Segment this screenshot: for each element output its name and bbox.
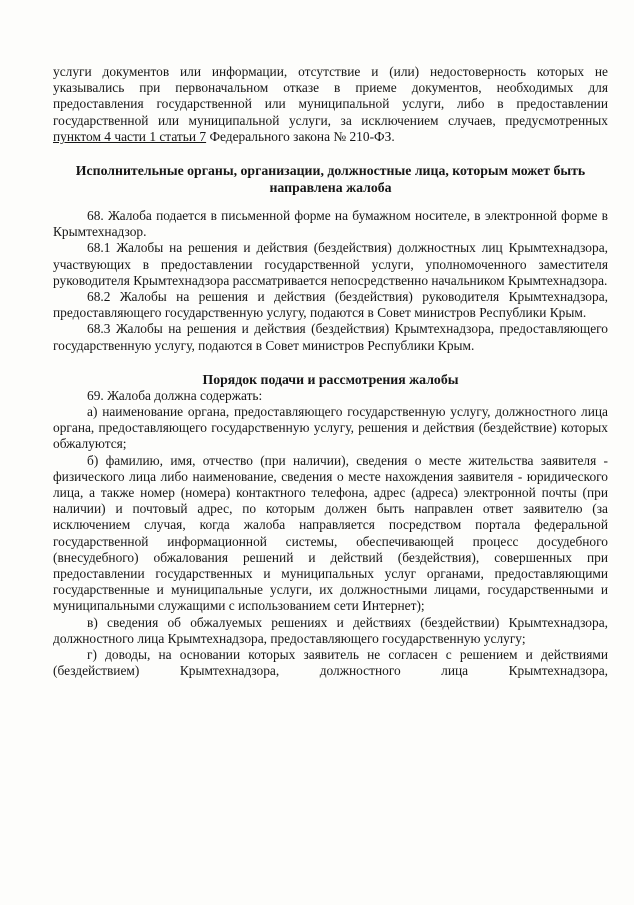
paragraph-68-1: 68.1 Жалобы на решения и действия (бездействия) должностных лиц Крымтехнадзора, участвующих в предоставлении государственной услуги, уполномоченного заместителя руководителя Крымтехнадзора рассматривается непосредственно начальником Крымтехнадзора. — [53, 240, 608, 288]
section-heading-complaint-recipients: Исполнительные органы, организации, должностные лица, которым может быть направлена жалоба — [75, 163, 586, 196]
paragraph-68: 68. Жалоба подается в письменной форме на бумажном носителе, в электронной форме в Крымтехнадзор. — [53, 208, 608, 240]
intro-text-after: Федерального закона № 210-ФЗ. — [206, 128, 395, 144]
section-heading-complaint-procedure: Порядок подачи и рассмотрения жалобы — [202, 371, 459, 387]
paragraph-68-3: 68.3 Жалобы на решения и действия (бездействия) Крымтехнадзора, предоставляющего государственную услугу, подаются в Совет министров Республики Крым. — [53, 321, 608, 353]
list-item-v: в) сведения об обжалуемых решениях и действиях (бездействии) Крымтехнадзора, должностного лица Крымтехнадзора, предоставляющего государственную услугу; — [53, 614, 608, 646]
list-item-g: г) доводы, на основании которых заявитель не согласен с решением и действиями (бездействием) Крымтехнадзора, должностного лица Крымтехнадзора, — [53, 647, 608, 679]
list-item-a: а) наименование органа, предоставляющего государственную услугу, должностного лица органа, предоставляющего государственную услугу, решения и действия (бездействие) которых обжалуются; — [53, 404, 608, 452]
paragraph-69: 69. Жалоба должна содержать: — [87, 387, 263, 403]
intro-text-before: услуги документов или информации, отсутствие и (или) недостоверность которых не указывались при первоначальном отказе в приеме документов, необходимых для предоставления государственной или муниципальной услуги, либо в предоставлении государственной или муниципальной услуги, за исключением случаев, предусмотренных — [53, 64, 608, 128]
list-item-b: б) фамилию, имя, отчество (при наличии), сведения о месте жительства заявителя - физического лица либо наименование, сведения о месте нахождения заявителя - юридического лица, а также номер (номера) контактного телефона, адрес (адреса) электронной почты (при наличии) и почтовый адрес, по которым должен быть направлен ответ заявителю (за исключением случая, когда жалоба направляется посредством портала федеральной государственной информационной системы, обеспечивающей процесс досудебного (внесудебного) обжалования решений и действий (бездействия), совершенных при предоставлении государственных и муниципальных услуг органами, предоставляющими государственные и муниципальные услуги, их должностными лицами, государственными и муниципальными служащими с использованием сети Интернет); — [53, 452, 608, 614]
paragraph-68-2: 68.2 Жалобы на решения и действия (бездействия) руководителя Крымтехнадзора, предоставляющего государственную услугу, подаются в Совет министров Республики Крым. — [53, 289, 608, 321]
document-page — [53, 64, 608, 680]
intro-paragraph — [53, 64, 608, 145]
law-reference-link: пунктом 4 части 1 статьи 7 — [53, 128, 207, 144]
